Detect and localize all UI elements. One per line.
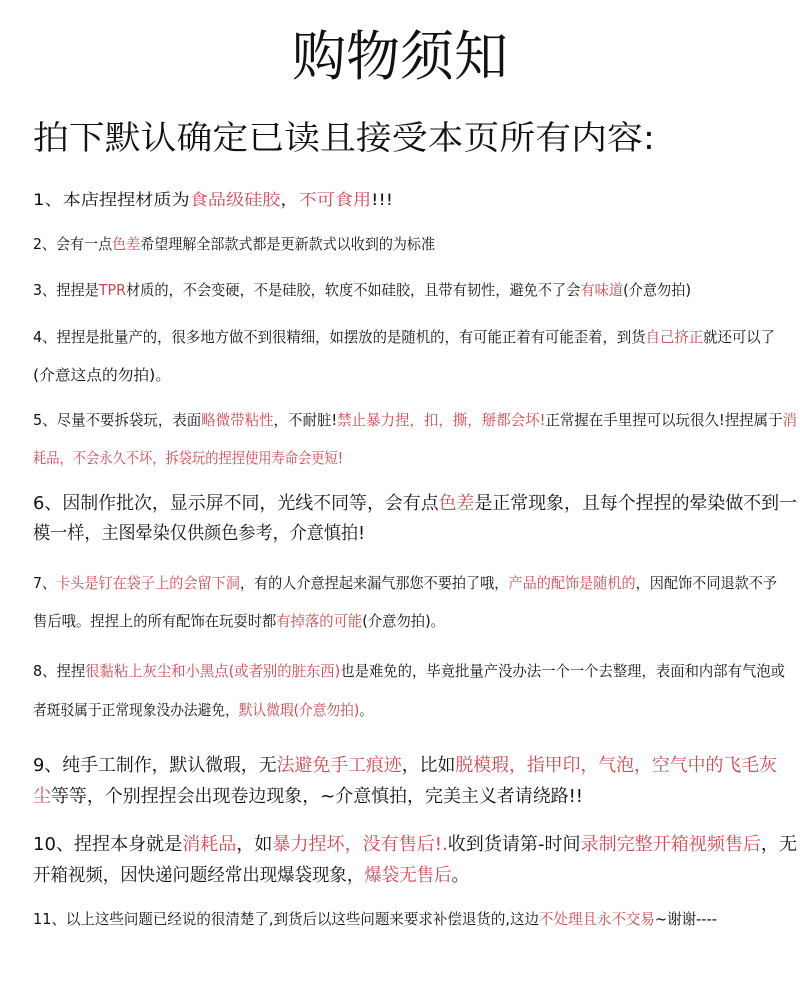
notice-text: 8、捏捏 — [33, 662, 86, 680]
notice-text: 4、捏捏是批量产的，很多地方做不到很精细，如摆放的是随机的，有可能正着有可能歪着，到货 — [33, 328, 646, 346]
notice-text: 1、本店捏捏材质为 — [33, 190, 190, 209]
highlighted-text: 法避免手工痕迹 — [276, 755, 402, 776]
notice-text: 。 — [451, 865, 469, 886]
highlighted-text: 略微带粘性 — [201, 411, 274, 429]
highlighted-text: 很黏粘上灰尘和小黑点(或者别的脏东西) — [85, 662, 341, 680]
notice-text: 2、会有一点 — [33, 235, 113, 253]
notice-line — [33, 231, 435, 257]
notice-line — [33, 521, 365, 547]
highlighted-text: 录制完整开箱视频售后 — [580, 834, 761, 855]
notice-text: 3、捏捏是 — [33, 281, 99, 299]
notice-text: 模一样，主图晕染仅供颜色参考，介意慎拍! — [33, 523, 365, 544]
notice-text: (介意这点的勿拍)。 — [33, 366, 171, 384]
notice-text: (介意勿拍)。 — [362, 612, 445, 630]
highlighted-text: 卡头是钉在袋子上的会留下洞 — [56, 574, 240, 592]
notice-line — [33, 277, 691, 303]
highlighted-text: 爆袋无售后 — [364, 865, 452, 886]
notice-text: 材质的，不会变硬，不是硅胶，软度不如硅胶，且带有韧性，避免不了会 — [125, 281, 581, 299]
notice-line — [33, 608, 445, 634]
highlighted-text: 有味道 — [580, 281, 624, 299]
notice-text: ~谢谢---- — [654, 910, 717, 928]
page-subtitle: 拍下默认确定已读且接受本页所有内容: — [33, 118, 655, 157]
highlighted-text: 消 — [782, 411, 797, 429]
notice-text: 9、纯手工制作，默认微瑕，无 — [33, 755, 277, 776]
notice-text: 希望理解全部款式都是更新款式以收到的为标准 — [140, 235, 435, 253]
notice-text: 正常握在手里捏可以玩很久!捏捏属于 — [545, 411, 783, 429]
notice-line — [33, 324, 775, 350]
notice-text: 者斑驳属于正常现象没办法避免， — [33, 701, 239, 719]
notice-text: !!! — [371, 190, 393, 209]
notice-line — [33, 784, 583, 810]
notice-text: ， — [280, 190, 299, 209]
notice-text: 就还可以了 — [703, 328, 775, 346]
highlighted-text: 脱模瑕，指甲印，气泡，空气中的飞毛灰 — [455, 755, 777, 776]
notice-text: (介意勿拍) — [623, 281, 691, 299]
highlighted-text: 不可食用 — [298, 190, 372, 209]
notice-line — [33, 407, 797, 433]
highlighted-text: 尘 — [33, 786, 51, 807]
notice-line — [33, 832, 797, 858]
notice-text: ，不耐脏! — [273, 411, 338, 429]
notice-text: ，无 — [760, 834, 797, 855]
notice-text: 7、 — [33, 574, 57, 592]
notice-text: 10、捏捏本身就是 — [33, 834, 183, 855]
highlighted-text: 自己挤正 — [645, 328, 704, 346]
notice-text: 6、因制作批次，显示屏不同，光线不同等，会有点 — [33, 493, 439, 514]
notice-line — [33, 658, 785, 684]
highlighted-text: 耗品，不会永久不坏，拆袋玩的捏捏使用寿命会更短! — [33, 449, 343, 467]
notice-line — [33, 863, 469, 889]
highlighted-text: 有掉落的可能 — [276, 612, 363, 630]
highlighted-text: 产品的配饰是随机的 — [508, 574, 636, 592]
notice-line — [33, 906, 717, 932]
notice-line — [33, 753, 777, 779]
notice-text: ，比如 — [401, 755, 456, 776]
notice-text: ，如 — [236, 834, 273, 855]
notice-text: 售后哦。捏捏上的所有配饰在玩耍时都 — [33, 612, 277, 630]
notice-line — [33, 362, 171, 388]
highlighted-text: 食品级硅胶 — [189, 190, 281, 209]
highlighted-text: TPR — [98, 281, 126, 299]
notice-line — [33, 697, 373, 723]
highlighted-text: 暴力捏坏，没有售后!. — [272, 834, 448, 855]
notice-text: 也是难免的，毕竟批量产没办法一个一个去整理，表面和内部有气泡或 — [340, 662, 785, 680]
highlighted-text: 默认微瑕(介意勿拍) — [238, 701, 360, 719]
notice-line — [33, 445, 343, 471]
notice-text: 11、以上这些问题已经说的很清楚了,到货后以这些问题来要求补偿退货的,这边 — [33, 910, 539, 928]
notice-line — [33, 187, 393, 213]
notice-line — [33, 570, 777, 596]
highlighted-text: 消耗品 — [182, 834, 237, 855]
notice-text: 5、尽量不要拆袋玩，表面 — [33, 411, 202, 429]
highlighted-text: 禁止暴力捏，扣，撕，掰都会坏! — [337, 411, 546, 429]
highlighted-text: 色差 — [112, 235, 141, 253]
notice-text: 是正常现象，且每个捏捏的晕染做不到一 — [474, 493, 797, 514]
notice-text: 收到货请第-时间 — [447, 834, 581, 855]
highlighted-text: 不处理且永不交易 — [538, 910, 655, 928]
notice-text: ，有的人介意捏起来漏气那您不要拍了哦， — [239, 574, 509, 592]
page-title: 购物须知 — [292, 25, 508, 88]
notice-text: 等等，个别捏捏会出现卷边现象，~介意慎拍，完美主义者请绕路!! — [50, 786, 583, 807]
notice-text: 开箱视频，因快递问题经常出现爆袋现象， — [33, 865, 365, 886]
notice-text: ，因配饰不同退款不予 — [635, 574, 777, 592]
highlighted-text: 色差 — [438, 493, 475, 514]
notice-text: 。 — [359, 701, 373, 719]
notice-line — [33, 491, 797, 517]
